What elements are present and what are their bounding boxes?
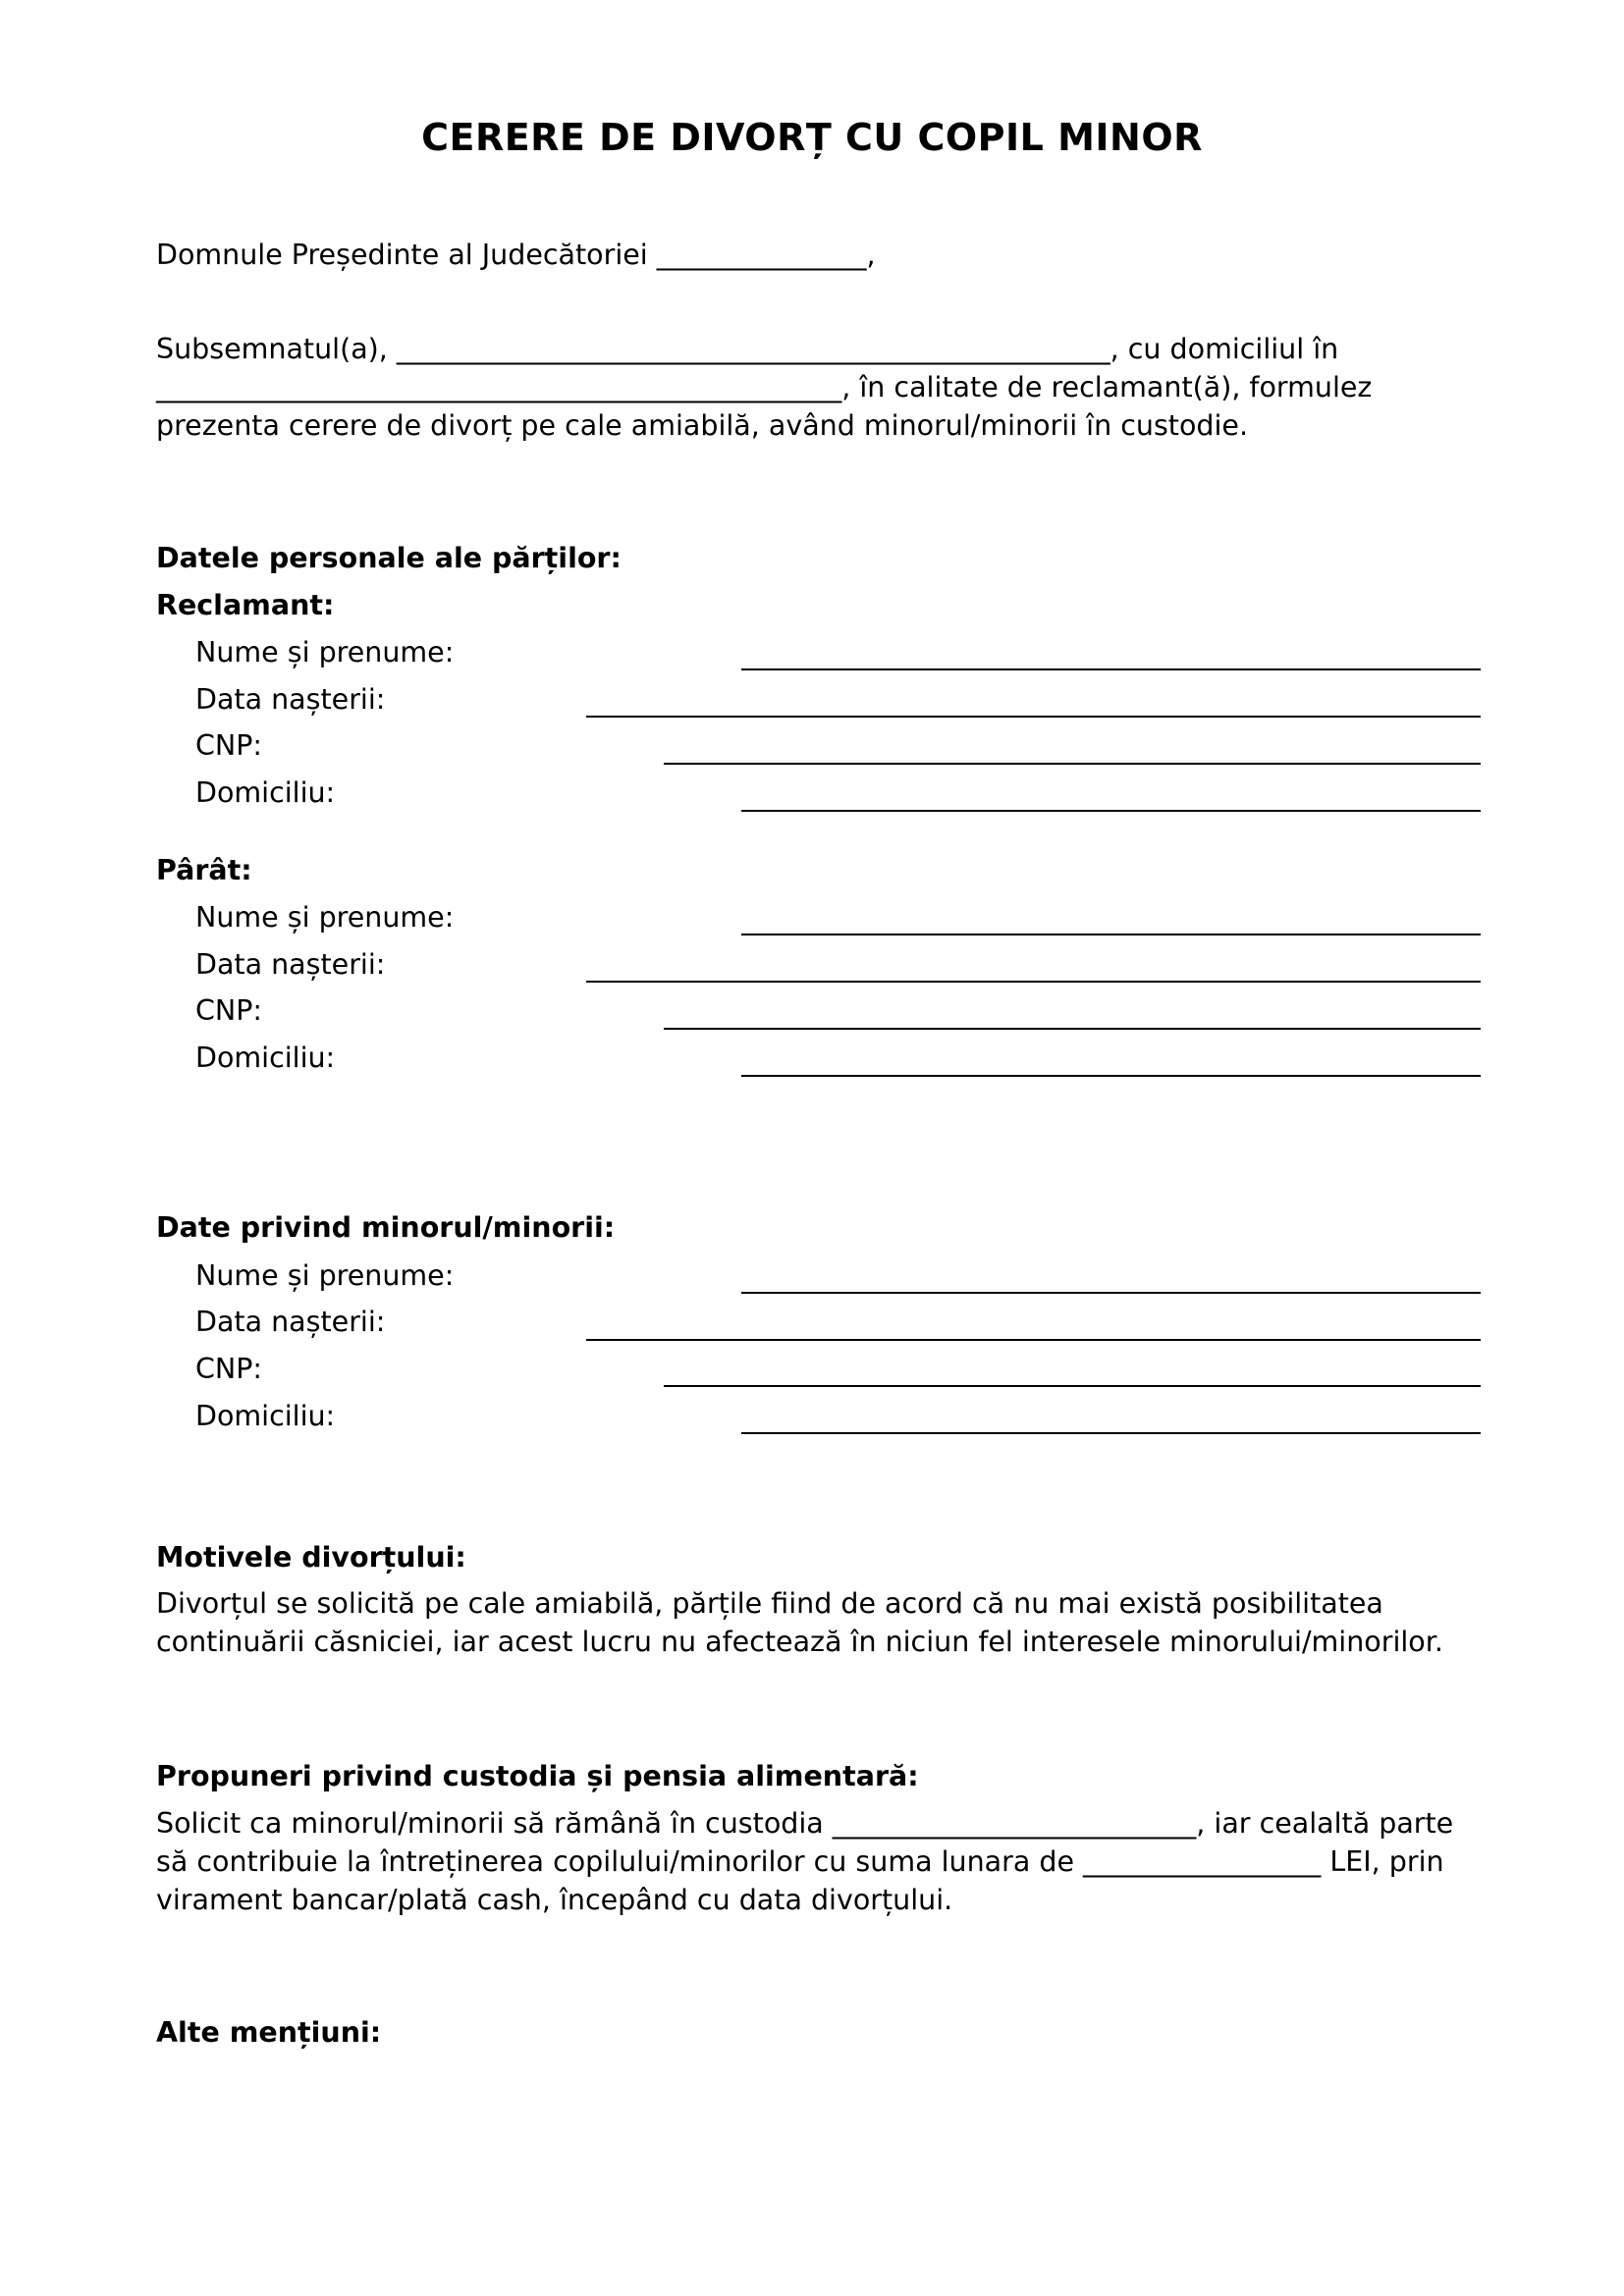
minor-address-field[interactable]	[741, 1432, 1481, 1434]
custody-line-3: virament bancar/plată cash, începând cu data divorțului.	[156, 1884, 953, 1916]
reasons-heading: Motivele divorțului:	[156, 1541, 466, 1574]
claimant-address-field[interactable]	[741, 810, 1481, 812]
intro-line-3: prezenta cerere de divorț pe cale amiabilă, având minorul/minorii în custodie.	[156, 409, 1249, 442]
minor-cnp-label: CNP:	[195, 1353, 263, 1385]
claimant-birth-date-label: Data nașterii:	[195, 683, 386, 716]
salutation: Domnule Președinte al Judecătoriei _______________,	[156, 239, 876, 271]
claimant-cnp-field[interactable]	[664, 763, 1481, 765]
defendant-cnp-field[interactable]	[664, 1028, 1481, 1030]
intro-line-1: Subsemnatul(a), ___________________________________________________, cu domiciliul în	[156, 333, 1339, 365]
defendant-birth-date-label: Data nașterii:	[195, 948, 386, 981]
minor-birth-date-field[interactable]	[586, 1339, 1481, 1341]
defendant-cnp-label: CNP:	[195, 994, 263, 1027]
defendant-address-field[interactable]	[741, 1075, 1481, 1077]
minors-heading: Date privind minorul/minorii:	[156, 1211, 616, 1244]
claimant-birth-date-field[interactable]	[586, 716, 1481, 718]
minor-cnp-field[interactable]	[664, 1385, 1481, 1387]
minor-name-field[interactable]	[741, 1292, 1481, 1294]
minor-birth-date-label: Data nașterii:	[195, 1306, 386, 1338]
reasons-line-2: continuării căsniciei, iar acest lucru nu afectează în niciun fel interesele minorului/minorilor.	[156, 1626, 1443, 1658]
reasons-line-1: Divorțul se solicită pe cale amiabilă, părțile fiind de acord că nu mai există posibilitatea	[156, 1587, 1383, 1620]
defendant-name-label: Nume și prenume:	[195, 901, 455, 934]
claimant-address-label: Domiciliu:	[195, 776, 336, 809]
custody-line-2: să contribuie la întreținerea copilului/minorilor cu suma lunara de _________________ LEI, prin	[156, 1845, 1444, 1878]
other-mentions-heading: Alte mențiuni:	[156, 2016, 382, 2049]
defendant-name-field[interactable]	[741, 934, 1481, 935]
intro-line-2: _________________________________________________, în calitate de reclamant(ă), formulez	[156, 371, 1373, 403]
custody-heading: Propuneri privind custodia și pensia alimentară:	[156, 1760, 919, 1792]
claimant-cnp-label: CNP:	[195, 729, 263, 762]
defendant-birth-date-field[interactable]	[586, 981, 1481, 983]
claimant-name-label: Nume și prenume:	[195, 636, 455, 668]
parties-heading: Datele personale ale părților:	[156, 542, 622, 574]
defendant-address-label: Domiciliu:	[195, 1041, 336, 1074]
claimant-heading: Reclamant:	[156, 589, 335, 621]
minor-name-label: Nume și prenume:	[195, 1259, 455, 1292]
custody-line-1: Solicit ca minorul/minorii să rămână în custodia __________________________, iar cealaltă parte	[156, 1807, 1454, 1840]
minor-address-label: Domiciliu:	[195, 1400, 336, 1432]
defendant-heading: Pârât:	[156, 854, 252, 886]
claimant-name-field[interactable]	[741, 668, 1481, 670]
document-title: CERERE DE DIVORȚ CU COPIL MINOR	[421, 116, 1203, 159]
